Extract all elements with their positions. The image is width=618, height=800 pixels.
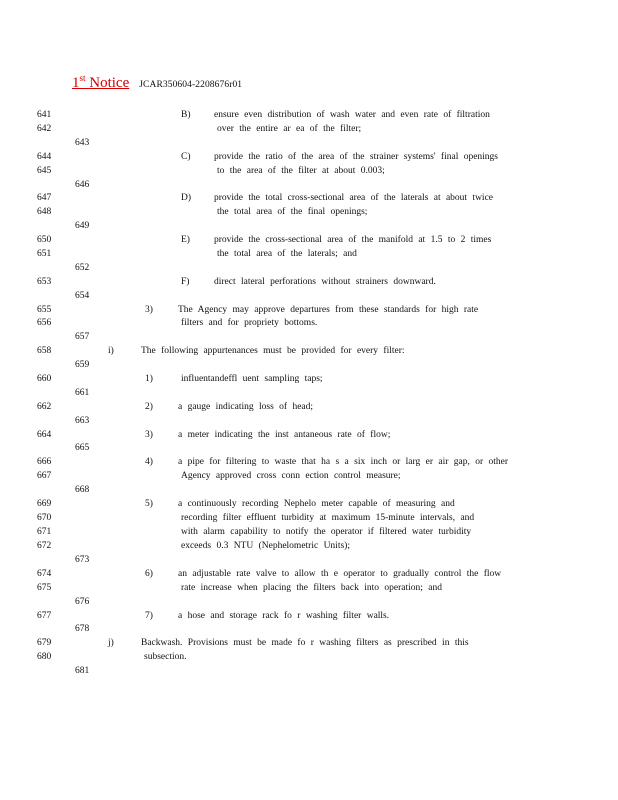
line-text: direct lateral perforations without strainers downward. <box>214 277 436 287</box>
line-number: 677 <box>37 611 52 621</box>
line-text: ensure even distribution of wash water and even rate of filtration <box>214 110 490 120</box>
line-text: a hose and storage rack fo r washing filter walls. <box>178 611 390 621</box>
line-text: The Agency may approve departures from these standards for high rate <box>178 305 479 315</box>
item-label: 3) <box>145 305 153 315</box>
item-label: 5) <box>145 499 153 509</box>
line-number: 680 <box>37 652 52 662</box>
line-text: a continuously recording Nephelo meter capable of measuring and <box>178 499 455 509</box>
line-number: 672 <box>37 541 52 551</box>
line-number: 644 <box>37 152 52 162</box>
line-number: 660 <box>37 374 52 384</box>
line-number: 671 <box>37 527 52 537</box>
line-number: 659 <box>75 360 90 370</box>
line-number: 647 <box>37 193 52 203</box>
line-number: 663 <box>75 416 90 426</box>
line-number: 675 <box>37 583 52 593</box>
line-number: 651 <box>37 249 52 259</box>
item-label: 7) <box>145 611 153 621</box>
line-text: recording filter effluent turbidity at maximum 15-minute intervals, and <box>181 513 475 523</box>
item-label: E) <box>181 235 190 245</box>
line-text: rate increase when placing the filters back into operation; and <box>181 583 442 593</box>
line-number: 650 <box>37 235 52 245</box>
notice-number: 1 <box>72 75 80 91</box>
line-text: the total area of the laterals; and <box>217 249 357 259</box>
line-text: over the entire ar ea of the filter; <box>217 124 362 134</box>
line-text: to the area of the filter at about 0.003; <box>217 166 385 176</box>
line-number: 645 <box>37 166 52 176</box>
line-number: 643 <box>75 138 90 148</box>
line-text: exceeds 0.3 NTU (Nephelometric Units); <box>181 541 350 551</box>
item-label: 6) <box>145 569 153 579</box>
line-number: 641 <box>37 110 52 120</box>
line-number: 655 <box>37 305 52 315</box>
line-number: 674 <box>37 569 52 579</box>
item-label: C) <box>181 152 191 162</box>
notice-suffix: st <box>79 73 86 83</box>
line-text: the total area of the final openings; <box>217 207 368 217</box>
line-number: 661 <box>75 388 90 398</box>
line-number: 679 <box>37 638 52 648</box>
line-number: 667 <box>37 471 52 481</box>
line-text: The following appurtenances must be provided for every filter: <box>141 346 405 356</box>
line-number: 642 <box>37 124 52 134</box>
line-text: an adjustable rate valve to allow th e operator to gradually control the flow <box>178 569 502 579</box>
line-text: subsection. <box>144 652 187 662</box>
line-text: influentandeffl uent sampling taps; <box>181 374 323 384</box>
line-text: a meter indicating the inst antaneous rate of flow; <box>178 430 391 440</box>
notice-label <box>72 75 129 91</box>
line-number: 653 <box>37 277 52 287</box>
item-label: 1) <box>145 374 153 384</box>
line-number: 662 <box>37 402 52 412</box>
line-number: 646 <box>75 180 90 190</box>
line-text: provide the cross-sectional area of the manifold at 1.5 to 2 times <box>214 235 492 245</box>
item-label: F) <box>181 277 190 287</box>
line-number: 678 <box>75 624 90 634</box>
line-number: 648 <box>37 207 52 217</box>
item-label: i) <box>108 346 114 356</box>
line-text: provide the ratio of the area of the strainer systems' final openings <box>214 152 499 162</box>
line-number: 664 <box>37 430 52 440</box>
item-label: j) <box>108 638 114 648</box>
document-id: JCAR350604-2208676r01 <box>139 80 243 90</box>
line-text: Agency approved cross conn ection control measure; <box>181 471 401 481</box>
line-text: with alarm capability to notify the operator if filtered water turbidity <box>181 527 472 537</box>
item-label: D) <box>181 193 192 203</box>
item-label: B) <box>181 110 191 120</box>
line-number: 676 <box>75 597 90 607</box>
line-text: Backwash. Provisions must be made fo r washing filters as prescribed in this <box>141 638 469 648</box>
line-number: 669 <box>37 499 52 509</box>
line-number: 657 <box>75 332 90 342</box>
line-text: a pipe for filtering to waste that ha s a six inch or larg er air gap, or other <box>178 457 509 467</box>
line-number: 665 <box>75 443 90 453</box>
line-number: 656 <box>37 318 52 328</box>
line-number: 681 <box>75 666 90 676</box>
line-number: 654 <box>75 291 90 301</box>
line-number: 652 <box>75 263 90 273</box>
notice-header <box>72 74 242 92</box>
item-label: 4) <box>145 457 153 467</box>
line-text: provide the total cross-sectional area of the laterals at about twice <box>214 193 494 203</box>
line-number: 673 <box>75 555 90 565</box>
line-number: 668 <box>75 485 90 495</box>
line-text: a gauge indicating loss of head; <box>178 402 314 412</box>
line-number: 658 <box>37 346 52 356</box>
line-number: 666 <box>37 457 52 467</box>
line-number: 670 <box>37 513 52 523</box>
item-label: 2) <box>145 402 153 412</box>
line-number: 649 <box>75 221 90 231</box>
item-label: 3) <box>145 430 153 440</box>
line-text: filters and for propriety bottoms. <box>181 318 318 328</box>
notice-word: Notice <box>89 75 130 91</box>
